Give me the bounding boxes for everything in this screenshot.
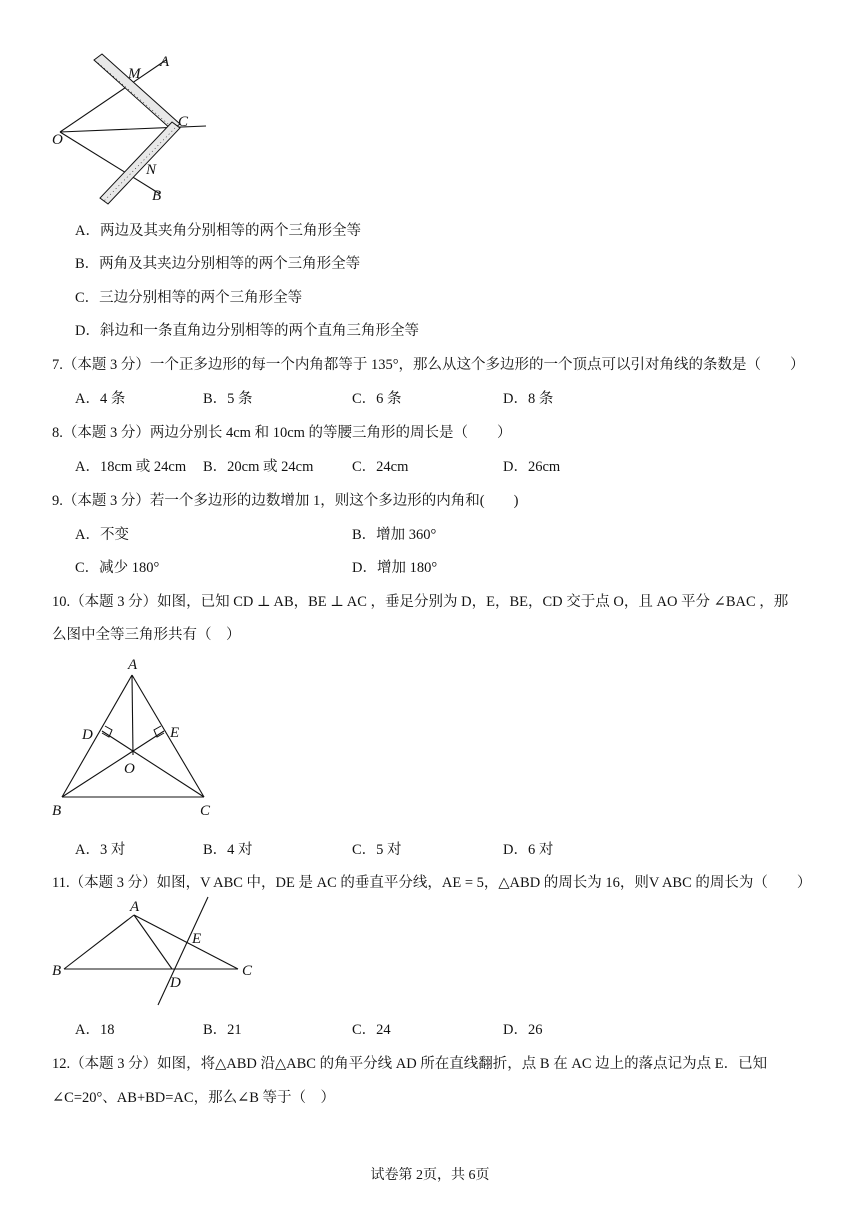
q6-option-b[interactable]: B．两角及其夹边分别相等的两个三角形全等 (75, 256, 361, 272)
label-C: C (200, 803, 211, 819)
label-M: M (128, 66, 141, 82)
q10-stem-line2: 么图中全等三角形共有（ ） (52, 627, 241, 643)
q9-option-d[interactable]: D．增加 180° (352, 560, 438, 576)
q10-option-a[interactable]: A．3 对 (75, 842, 126, 858)
q9-stem: 9.（本题 3 分）若一个多边形的边数增加 1，则这个多边形的内角和( ) (52, 493, 519, 509)
label-O: O (124, 761, 135, 777)
q11-option-a[interactable]: A．18 (75, 1022, 115, 1038)
q9-option-b[interactable]: B．增加 360° (352, 527, 437, 543)
page-footer: 试卷第 2页，共 6页 (370, 1168, 490, 1183)
q8-option-b[interactable]: B．20cm 或 24cm (203, 459, 314, 475)
label-B: B (52, 963, 62, 979)
q7-option-c[interactable]: C．6 条 (352, 391, 402, 407)
q10-option-d[interactable]: D．6 对 (503, 842, 554, 858)
label-N: N (146, 162, 157, 178)
q9-option-c[interactable]: C．减少 180° (75, 560, 160, 576)
label-A: A (130, 899, 140, 915)
label-E: E (170, 725, 180, 741)
q11-option-b[interactable]: B．21 (203, 1022, 242, 1038)
ruler-lower (100, 122, 180, 204)
label-A: A (160, 54, 170, 70)
q6-option-c[interactable]: C．三边分别相等的两个三角形全等 (75, 290, 303, 306)
label-B: B (152, 188, 162, 204)
q8-option-d[interactable]: D．26cm (503, 459, 561, 475)
label-E: E (192, 931, 202, 947)
q10-option-c[interactable]: C．5 对 (352, 842, 402, 858)
q8-option-a[interactable]: A．18cm 或 24cm (75, 459, 187, 475)
label-D: D (170, 975, 181, 991)
q11-option-c[interactable]: C．24 (352, 1022, 391, 1038)
q6-option-d[interactable]: D．斜边和一条直角边分别相等的两个直角三角形全等 (75, 323, 419, 339)
q7-option-b[interactable]: B．5 条 (203, 391, 253, 407)
q8-stem: 8.（本题 3 分）两边分别长 4cm 和 10cm 的等腰三角形的周长是（ ） (52, 425, 512, 441)
q12-stem-line2: ∠C=20°、AB+BD=AC，那么∠B 等于（ ） (52, 1090, 336, 1106)
q11-option-d[interactable]: D．26 (503, 1022, 543, 1038)
label-D: D (82, 727, 93, 743)
q10-figure (48, 655, 228, 823)
label-O: O (52, 132, 63, 148)
q7-option-a[interactable]: A．4 条 (75, 391, 126, 407)
q9-option-a[interactable]: A．不变 (75, 527, 129, 543)
label-B: B (52, 803, 62, 819)
label-A: A (128, 657, 138, 673)
q12-stem-line1: 12.（本题 3 分）如图，将△ABD 沿△ABC 的角平分线 AD 所在直线翻折，点 B 在 AC 边上的落点记为点 E．已知 (52, 1056, 768, 1072)
q10-stem-line1: 10.（本题 3 分）如图，已知 CD ⊥ AB，BE ⊥ AC ，垂足分别为 D，E，BE，CD 交于点 O，且 AO 平分 ∠BAC ，那 (52, 594, 789, 610)
q8-option-c[interactable]: C．24cm (352, 459, 409, 475)
q11-figure (48, 893, 258, 1009)
label-C: C (178, 114, 189, 130)
q10-option-b[interactable]: B．4 对 (203, 842, 253, 858)
q6-option-a[interactable]: A．两边及其夹角分别相等的两个三角形全等 (75, 223, 361, 239)
q6-figure (48, 48, 218, 208)
q7-option-d[interactable]: D．8 条 (503, 391, 554, 407)
label-C: C (242, 963, 253, 979)
q11-stem: 11.（本题 3 分）如图，V ABC 中，DE 是 AC 的垂直平分线，AE = 5，△ABD 的周长为 16，则V ABC 的周长为（ ） (52, 875, 812, 891)
q7-stem: 7.（本题 3 分）一个正多边形的每一个内角都等于 135°，那么从这个多边形的一个顶点可以引对角线的条数是（ ） (52, 357, 805, 373)
